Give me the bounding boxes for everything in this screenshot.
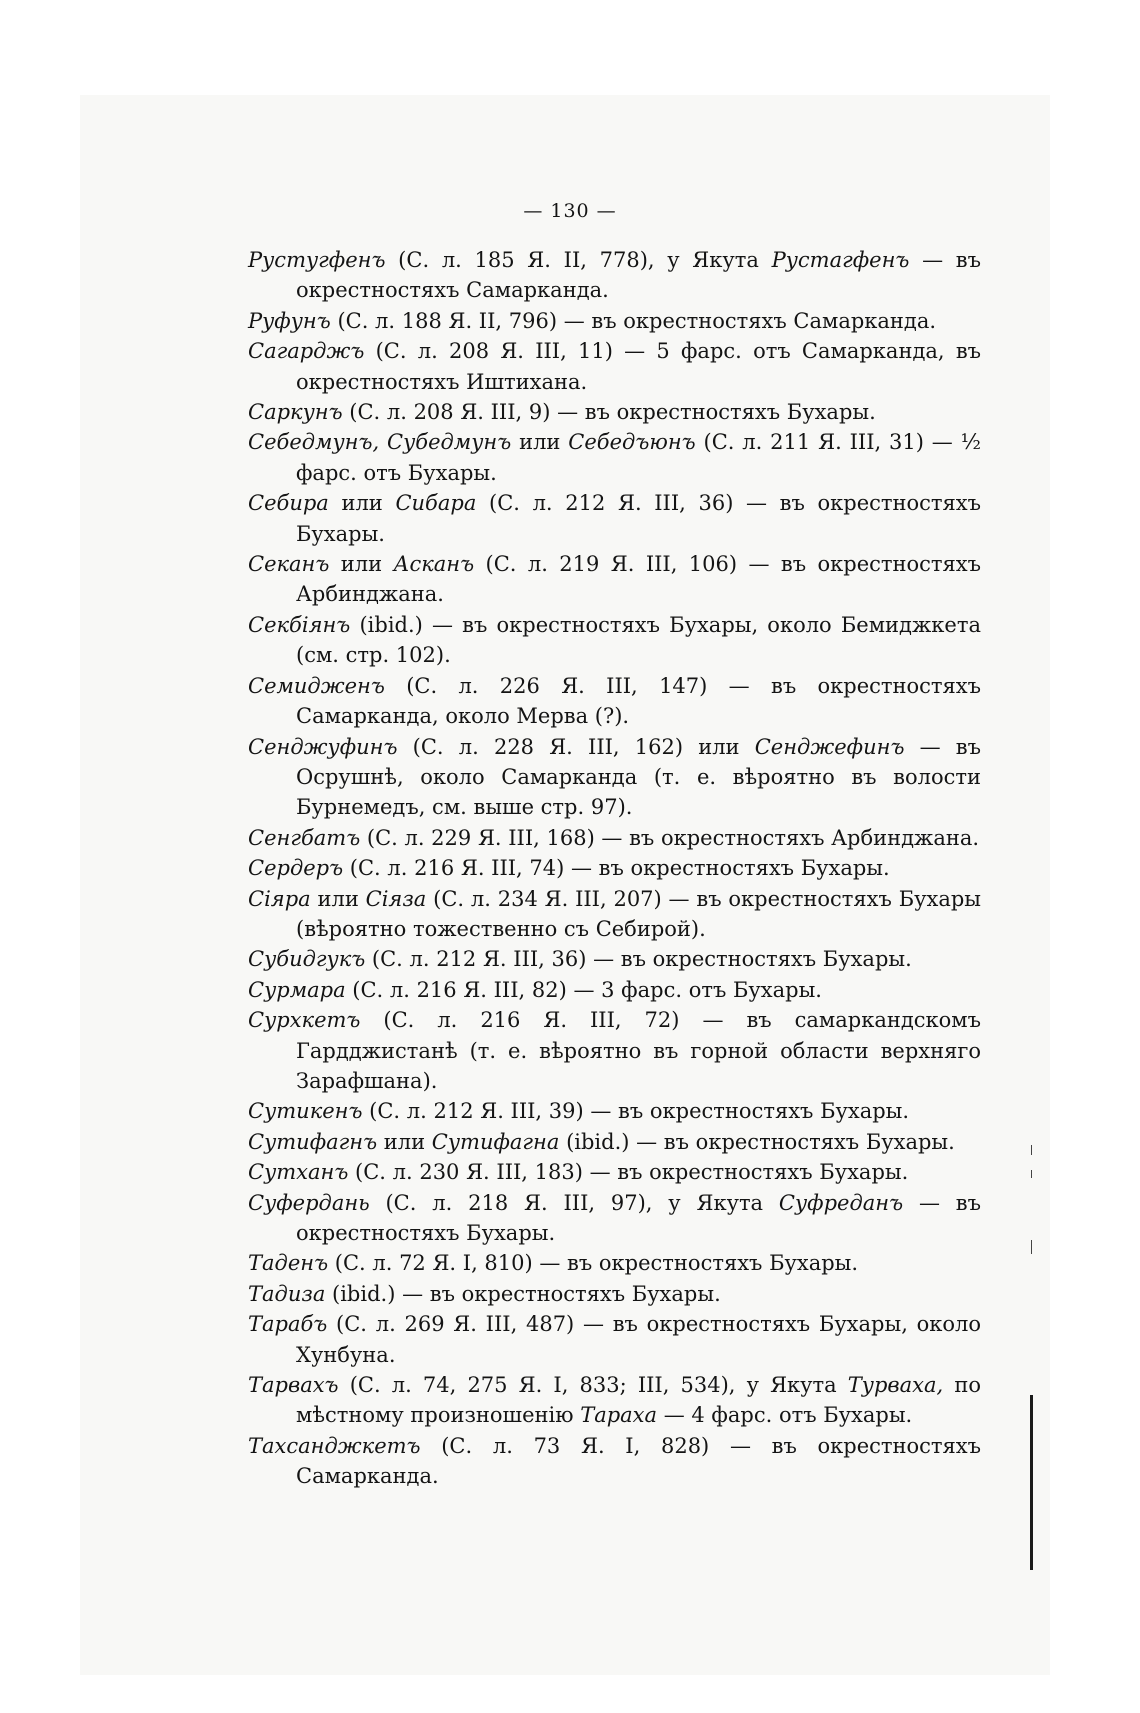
entry-headword: Сердеръ — [248, 856, 344, 881]
entry-text: или — [377, 1129, 432, 1154]
entry-text: (ibid.) — въ окрестностяхъ Бухары. — [559, 1129, 955, 1154]
entry-headword: Сіяра — [248, 886, 311, 911]
entry-headword: Тахсанджкетъ — [248, 1433, 421, 1458]
entry — [248, 671, 981, 732]
scan-edge-tick — [1031, 1240, 1032, 1254]
entry-headword: Сутифагна — [431, 1129, 560, 1154]
entry — [248, 823, 981, 853]
entry-text: (С. л. 74, 275 Я. I, 833; III, 534), у Якута — [338, 1373, 848, 1398]
entry-text: (С. л. 218 Я. III, 97), у Якута — [369, 1190, 779, 1215]
entry-text: (С. л. 216 Я. III, 72) — въ самаркандскомъ Гардджистанѣ (т. е. вѣроятно въ горной области верхняго Зарафшана). — [296, 1008, 981, 1093]
entry-text: (С. л. 216 Я. III, 82) — 3 фарс. отъ Бухары. — [345, 977, 822, 1002]
entry-text: (С. л. 212 Я. III, 36) — въ окрестностяхъ Бухары. — [365, 947, 912, 972]
entry-headword: Тараха — [580, 1403, 658, 1428]
entry-text: (С. л. 230 Я. III, 183) — въ окрестностяхъ Бухары. — [348, 1160, 909, 1185]
entry — [248, 1188, 981, 1249]
entry-text: (С. л. 188 Я. II, 796) — въ окрестностяхъ Самарканда. — [330, 308, 937, 333]
entry-headword: Сенджефинъ — [754, 734, 905, 759]
entry-headword: Сутханъ — [248, 1160, 349, 1185]
entry-text: — въ окрестностяхъ Самарканда. — [296, 248, 981, 303]
entry-headword: Суфреданъ — [778, 1190, 904, 1215]
entry-text: (С. л. 229 Я. III, 168) — въ окрестностяхъ Арбинджана. — [360, 825, 980, 850]
entry-headword: Саркунъ — [248, 400, 343, 425]
entry-text: (С. л. 185 Я. II, 778), у Якута — [385, 248, 772, 272]
entry — [248, 610, 981, 671]
entry-text: или — [511, 430, 569, 455]
entry-headword: Сурмара — [248, 977, 346, 1002]
entry-headword: Тадиза — [248, 1281, 326, 1306]
scan-edge-tick — [1031, 1170, 1032, 1178]
entry-headword: Турваха, — [847, 1373, 944, 1398]
entry-text: (ibid.) — въ окрестностяхъ Бухары. — [325, 1281, 721, 1306]
entry-text: (С. л. 208 Я. III, 11) — 5 фарс. отъ Самарканда, въ окрестностяхъ Иштихана. — [296, 339, 981, 394]
entry-text: (С. л. 234 Я. III, 207) — въ окрестностяхъ Бухары (вѣроятно тожественно съ Себирой). — [296, 886, 981, 941]
page-number: — 130 — — [523, 200, 617, 222]
entry-text: или — [328, 491, 396, 516]
entry — [248, 1096, 981, 1126]
entry-headword: Себира — [248, 491, 329, 516]
entry-headword: Рустугфенъ — [248, 248, 386, 272]
entry-text: (ibid.) — въ окрестностяхъ Бухары, около Бемиджкета (см. стр. 102). — [296, 612, 981, 668]
entry — [248, 884, 981, 945]
entry — [248, 1157, 981, 1187]
entry-text: (С. л. 73 Я. I, 828) — въ окрестностяхъ Самарканда. — [296, 1433, 981, 1489]
entry-text: (С. л. 211 Я. III, 31) — ½ фарс. отъ Бухары. — [296, 430, 981, 485]
entry — [248, 1248, 981, 1278]
entry-text: (С. л. 216 Я. III, 74) — въ окрестностяхъ Бухары. — [343, 856, 890, 881]
entry-text: (С. л. 208 Я. III, 9) — въ окрестностяхъ Бухары. — [342, 400, 876, 425]
entry-text: — въ окрестностяхъ Бухары. — [296, 1190, 981, 1245]
entry — [248, 397, 981, 427]
entry-text: (С. л. 219 Я. III, 106) — въ окрестностяхъ Арбинджана. — [296, 552, 981, 607]
entry-headword: Суфердань — [248, 1190, 370, 1215]
entry-text: или — [310, 886, 366, 911]
entry-headword: Семидженъ — [248, 673, 385, 698]
entry-text: или — [329, 552, 394, 577]
entry-headword: Сагарджъ — [248, 339, 365, 364]
entry-headword: Сенджуфинъ — [248, 734, 398, 759]
entry — [248, 336, 981, 397]
entry — [248, 488, 981, 549]
entry-headword: Сурхкетъ — [248, 1008, 361, 1033]
entry-text: — 4 фарс. отъ Бухары. — [657, 1403, 913, 1428]
entry — [248, 245, 981, 306]
entry-headword: Сенгбатъ — [248, 825, 361, 850]
entry-headword: Сибара — [395, 491, 477, 516]
entry-headword: Секбіянъ — [248, 612, 351, 637]
entry-headword: Секанъ — [248, 552, 330, 577]
entry-headword: Тарвахъ — [248, 1373, 339, 1398]
entry — [248, 853, 981, 883]
scan-edge-tick — [1031, 1145, 1032, 1155]
entry-headword: Сіяза — [365, 886, 427, 911]
entry-headword: Тарабъ — [248, 1312, 328, 1337]
entry — [248, 1279, 981, 1309]
entry — [248, 427, 981, 488]
entry-headword: Руфунъ — [248, 308, 331, 333]
entry — [248, 549, 981, 610]
entry — [248, 1431, 981, 1492]
entry-headword: Таденъ — [248, 1251, 329, 1276]
entry-text: (С. л. 226 Я. III, 147) — въ окрестностяхъ Самарканда, около Мерва (?). — [296, 673, 981, 729]
entry-text: по мѣстному произношенію — [296, 1373, 981, 1428]
entry-text: (С. л. 72 Я. I, 810) — въ окрестностяхъ Бухары. — [328, 1251, 859, 1276]
entry-headword: Рустагфенъ — [771, 248, 910, 272]
entry-text: (С. л. 212 Я. III, 39) — въ окрестностяхъ Бухары. — [362, 1099, 910, 1124]
entry-headword: Субидгукъ — [248, 947, 366, 972]
entry-text: (С. л. 212 Я. III, 36) — въ окрестностяхъ Бухары. — [296, 491, 981, 546]
entry-headword: Себедъюнъ — [568, 430, 696, 455]
entry-text: (С. л. 269 Я. III, 487) — въ окрестностяхъ Бухары, около Хунбуна. — [296, 1312, 981, 1367]
scan-edge-mark — [1030, 1395, 1033, 1570]
entry-headword: Себедмунъ, Субедмунъ — [248, 430, 512, 455]
entry-text: (С. л. 228 Я. III, 162) или — [397, 734, 755, 759]
entry-headword: Сутикенъ — [248, 1099, 363, 1124]
entry-headword: Асканъ — [393, 552, 475, 577]
entry — [248, 1370, 981, 1431]
entry-text: — въ Осрушнѣ, около Самарканда (т. е. вѣроятно въ волости Бурнемедъ, см. выше стр. 97). — [296, 734, 981, 820]
entry — [248, 1005, 981, 1096]
entry — [248, 732, 981, 823]
entry — [248, 1127, 981, 1157]
gazetteer-entries — [248, 245, 981, 1492]
entry — [248, 1309, 981, 1370]
entry-headword: Сутифагнъ — [248, 1129, 378, 1154]
entry — [248, 975, 981, 1005]
entry — [248, 944, 981, 974]
entry — [248, 306, 981, 336]
